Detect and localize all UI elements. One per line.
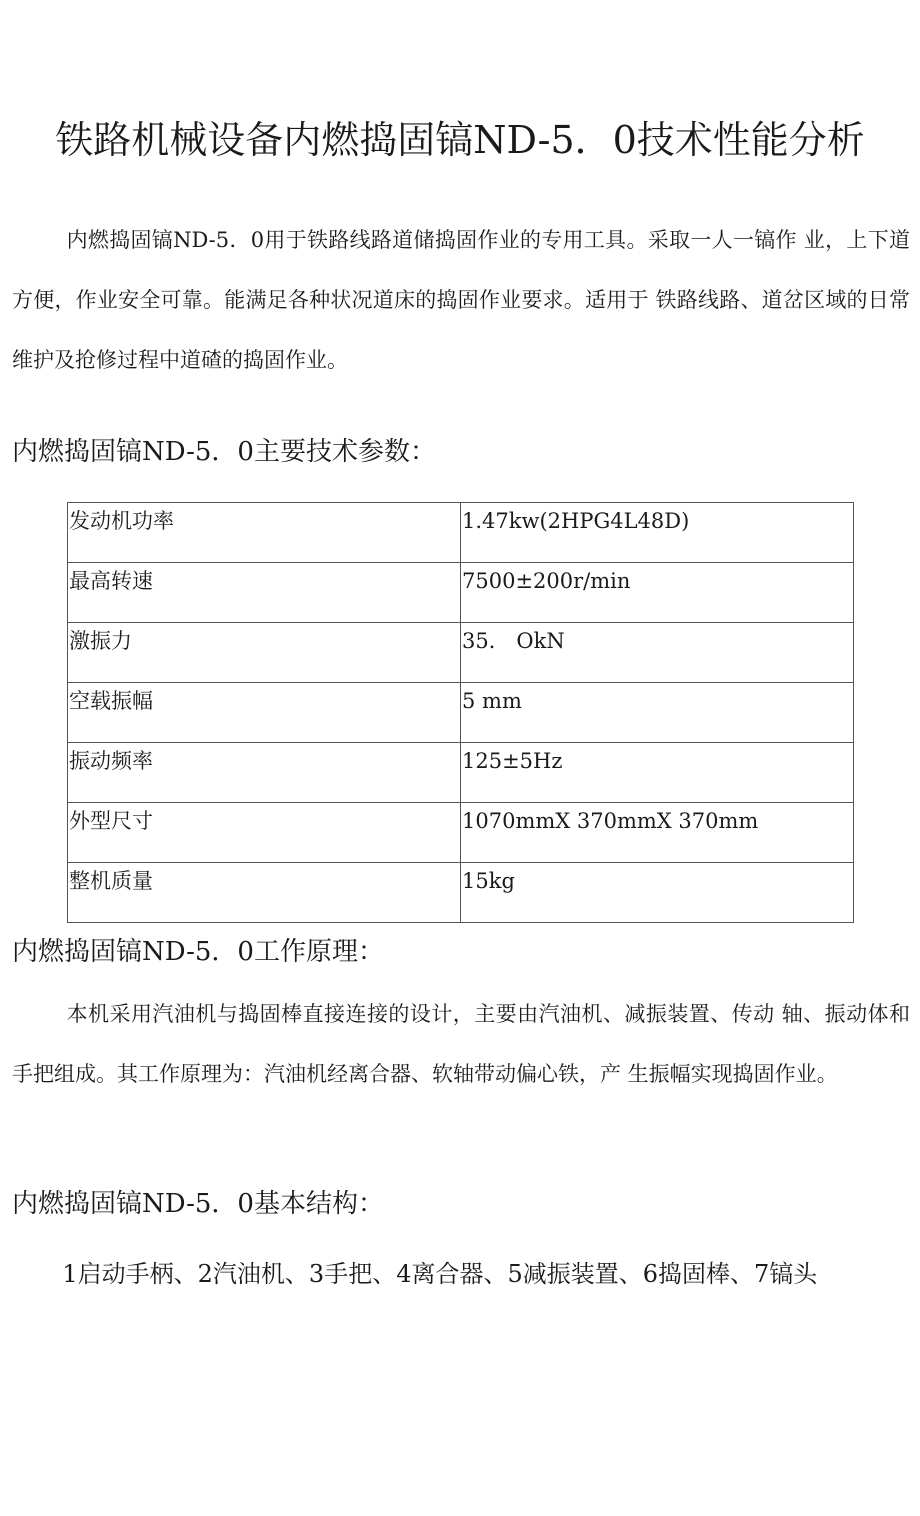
param-name: 发动机功率	[68, 503, 461, 563]
principle-heading: 内燃捣固镐ND-5．0工作原理：	[12, 937, 384, 967]
structure-heading: 内燃捣固镐ND-5．0基本结构：	[12, 1189, 384, 1219]
table-row	[68, 863, 854, 923]
param-value: 35． OkN	[461, 623, 854, 683]
structure-list: 1启动手柄、2汽油机、3手把、4离合器、5减振装置、6捣固棒、7镐头	[62, 1260, 818, 1288]
param-name: 外型尺寸	[68, 803, 461, 863]
intro-paragraph: 内燃捣固镐ND-5．0用于铁路线路道储捣固作业的专用工具。采取一人一镐作 业，上下道方便，作业安全可靠。能满足各种状况道床的捣固作业要求。适用于 铁路线路、道岔区域的日常维护及抢修过程中道碴的捣固作业。	[12, 228, 910, 372]
param-value: 5 mm	[461, 683, 854, 743]
table-row	[68, 503, 854, 563]
table-row	[68, 623, 854, 683]
param-name: 振动频率	[68, 743, 461, 803]
param-name: 激振力	[68, 623, 461, 683]
param-name: 空载振幅	[68, 683, 461, 743]
param-name: 整机质量	[68, 863, 461, 923]
param-name: 最高转速	[68, 563, 461, 623]
param-value: 125±5Hz	[461, 743, 854, 803]
principle-paragraph: 本机采用汽油机与捣固棒直接连接的设计，主要由汽油机、减振装置、传动 轴、振动体和手把组成。其工作原理为：汽油机经离合器、软轴带动偏心铁，产 生振幅实现捣固作业。	[12, 1002, 910, 1086]
table-row	[68, 803, 854, 863]
document-title: 铁路机械设备内燃捣固镐ND-5．0技术性能分析	[55, 118, 865, 162]
table-row	[68, 743, 854, 803]
param-value: 15kg	[461, 863, 854, 923]
table-row	[68, 563, 854, 623]
param-value: 1070mmX 370mmX 370mm	[461, 803, 854, 863]
param-value: 7500±200r/min	[461, 563, 854, 623]
params-heading: 内燃捣固镐ND-5．0主要技术参数：	[12, 437, 436, 467]
table-row	[68, 683, 854, 743]
spec-table	[67, 502, 854, 923]
param-value: 1.47kw(2HPG4L48D)	[461, 503, 854, 563]
